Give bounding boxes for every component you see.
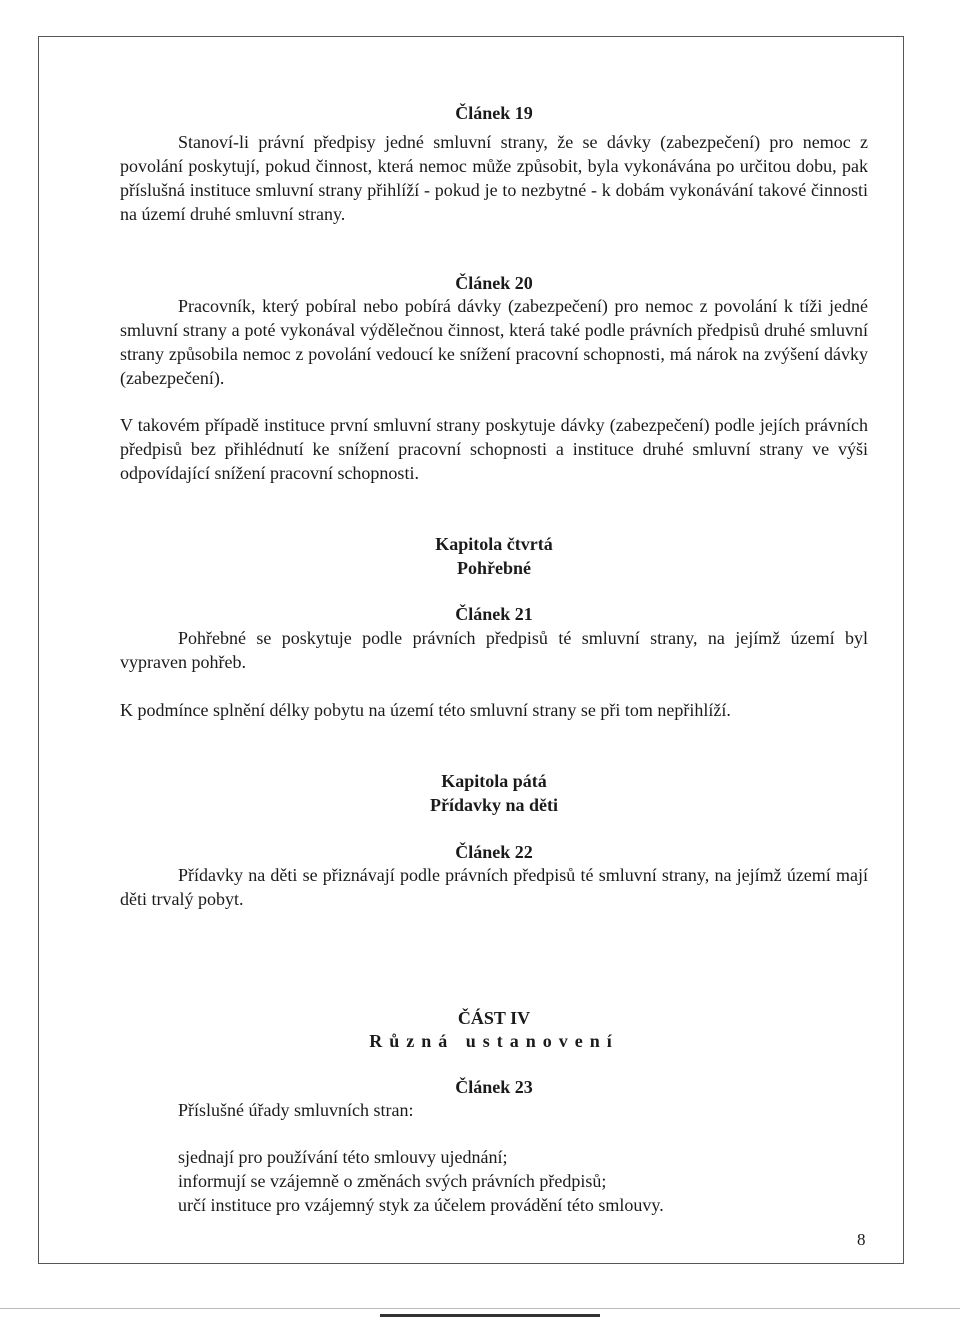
article-19-title: Článek 19 <box>455 103 533 123</box>
scan-edge-line <box>0 1308 960 1309</box>
article-21-title: Článek 21 <box>455 604 533 624</box>
list-item: určí instituce pro vzájemný styk za účelem provádění této smlouvy. <box>178 1195 664 1215</box>
article-20-title: Článek 20 <box>455 273 533 293</box>
part-4-name: Různá ustanovení <box>369 1031 619 1051</box>
list-item: informují se vzájemně o změnách svých právních předpisů; <box>178 1171 607 1191</box>
article-23-title: Článek 23 <box>455 1077 533 1097</box>
article-22-text: Přídavky na děti se přiznávají podle právních předpisů té smluvní strany, na jejímž území mají děti trvalý pobyt. <box>120 865 868 909</box>
article-20-text-1: Pracovník, který pobíral nebo pobírá dávky (zabezpečení) pro nemoc z povolání k tíži jedné smluvní strany a poté vykonával výdělečnou činnost, která také podle právních předpisů druhé smluvní strany způsobila nemoc z povolání vedoucí ke snížení pracovní schopnosti, má nárok na zvýšení dávky (zabezpečení). <box>120 296 868 388</box>
article-20-text-2: V takovém případě instituce první smluvní strany poskytuje dávky (zabezpečení) podle jejích právních předpisů bez přihlédnutí ke snížení pracovní schopnosti a instituce druhé smluvní strany ve výši odpovídající snížení pracovní schopnosti. <box>120 415 868 483</box>
page-number: 8 <box>857 1230 866 1249</box>
part-4-label: ČÁST IV <box>457 1008 531 1028</box>
scan-artifact-bar <box>380 1314 600 1317</box>
article-21-text-2: K podmínce splnění délky pobytu na území této smluvní strany se při tom nepřihlíží. <box>120 700 731 720</box>
article-21-text-1: Pohřebné se poskytuje podle právních předpisů té smluvní strany, na jejímž území byl vypraven pohřeb. <box>120 628 868 672</box>
chapter-5-label: Kapitola pátá <box>441 771 547 791</box>
chapter-5-name: Přídavky na děti <box>429 795 558 815</box>
chapter-4-label: Kapitola čtvrtá <box>435 534 553 554</box>
article-19-text: Stanoví-li právní předpisy jedné smluvní strany, že se dávky (zabezpečení) pro nemoc z povolání poskytují, pokud činnost, která nemoc může způsobit, byla vykonávána po určitou dobu, pak příslušná instituce smluvní strany přihlíží - pokud je to nezbytné - k dobám vykonávání takové činnosti na území druhé smluvní strany. <box>120 132 868 224</box>
article-23-intro: Příslušné úřady smluvních stran: <box>178 1100 414 1120</box>
chapter-4-name: Pohřebné <box>457 558 531 578</box>
article-22-title: Článek 22 <box>455 842 533 862</box>
list-item: sjednají pro používání této smlouvy ujednání; <box>178 1147 508 1167</box>
